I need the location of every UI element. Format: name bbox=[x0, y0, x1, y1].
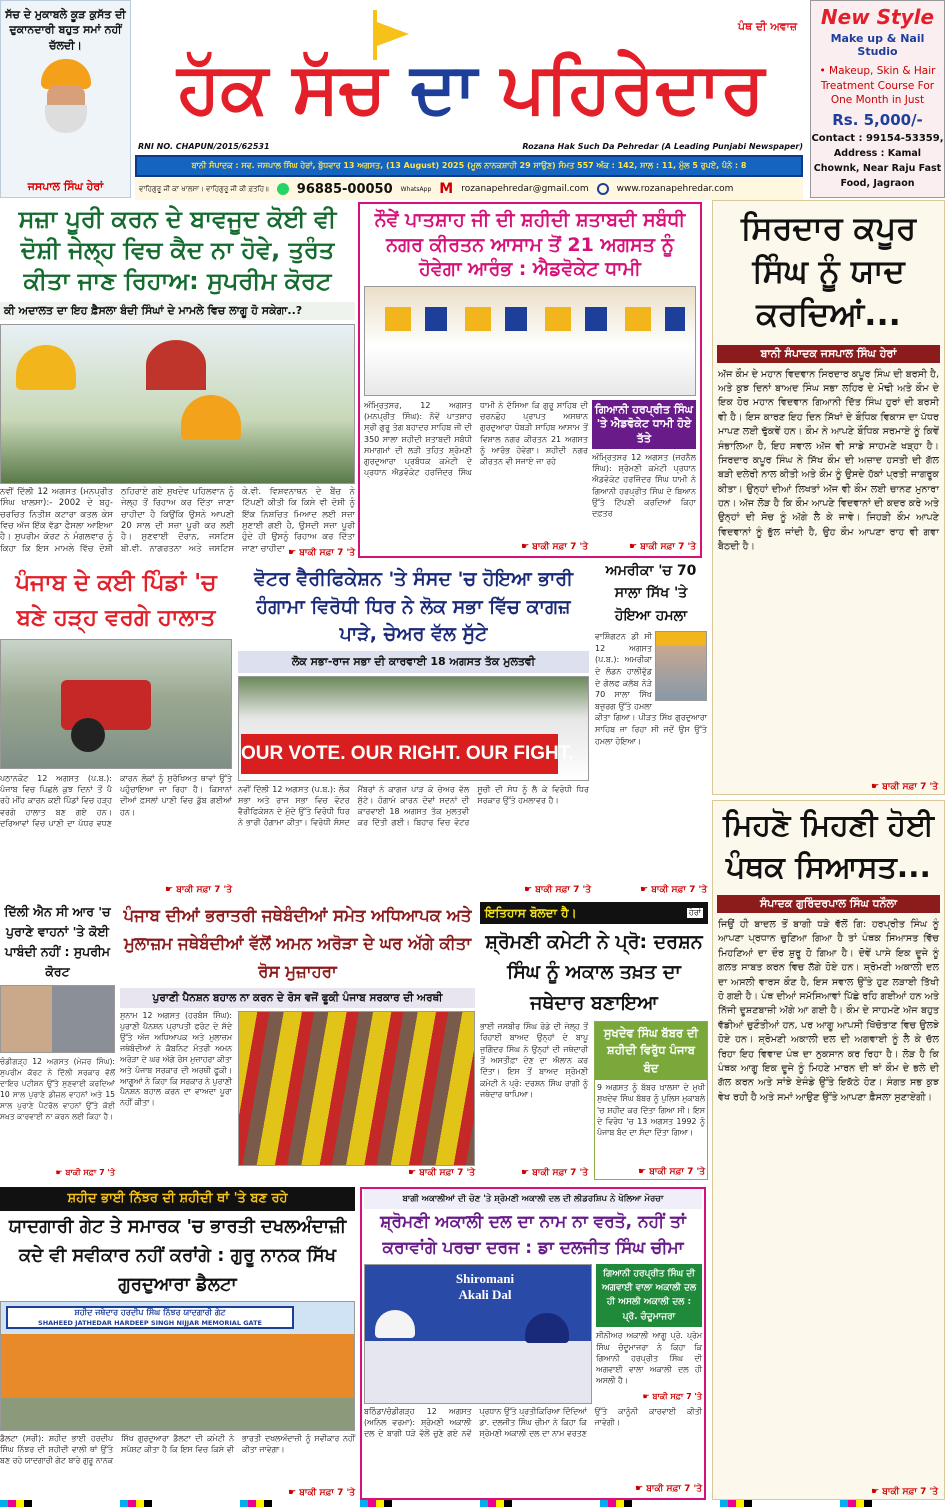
photo-sikh-leaders bbox=[0, 324, 355, 484]
contact-strip bbox=[135, 178, 803, 200]
continued-link[interactable]: ☛ ਬਾਕੀ ਸਫ਼ਾ 7 'ਤੇ bbox=[642, 1391, 702, 1401]
box-body: ਸੀਨੀਅਰ ਅਕਾਲੀ ਆਗੂ ਪ੍ਰੋ. ਪ੍ਰੇਮ ਸਿੰਘ ਚੰਦੂਮਾਜਰਾ ਨੇ ਕਿਹਾ ਕਿ ਗਿਆਨੀ ਹਰਪ੍ਰੀਤ ਸਿੰਘ ਦੀ ਅਗਵਾਈ ਵਾਲਾ ਅਕਾਲੀ ਦਲ ਹੀ ਅਸਲੀ ਹੈ। bbox=[596, 1331, 702, 1386]
dateline: ਬਾਨੀ ਸੰਪਾਦਕ : ਸਵ. ਜਸਪਾਲ ਸਿੰਘ ਹੇਰਾਂ, ਬੁੱਧਵਾਰ 13 ਅਗਸਤ, (13 August) 2025 (ਮੂਲ ਨਾਨਕਸ਼ਾਹੀ 29 ਸਾਉਣ) ਸੰਮਤ 557 ਅੰਕ : 142, ਸਾਲ : 11, ਮੁੱਲ 5 ਰੁਪਏ, ਪੰਨੇ : 8 bbox=[191, 161, 747, 170]
whatsapp-icon bbox=[277, 183, 289, 195]
website-link[interactable]: www.rozanapehredar.com bbox=[616, 184, 734, 194]
email-link[interactable]: rozanapehredar@gmail.com bbox=[461, 184, 589, 194]
story-itihas bbox=[480, 902, 708, 1180]
continued-link[interactable]: ☛ ਬਾਕੀ ਸਫ਼ਾ 7 'ਤੇ bbox=[521, 1168, 588, 1178]
sidebar-box-babbar bbox=[594, 1021, 708, 1180]
story-nijjar-gate bbox=[0, 1187, 355, 1500]
continued-link[interactable]: ☛ ਬਾਕੀ ਸਫ਼ਾ 7 'ਤੇ bbox=[288, 1488, 355, 1498]
article-body: ਪਠਾਨਕੋਟ 12 ਅਗਸਤ (ਪ.ਬ.): ਪੰਜਾਬ ਵਿਚ ਪਿਛਲੇ ਕੁਝ ਦਿਨਾਂ ਤੋਂ ਪੈ ਰਹੇ ਮੀਂਹ ਕਾਰਨ ਕਈ ਪਿੰਡਾਂ ਵਿਚ ਹੜ੍ਹ ਵਰਗੇ ਹਾਲਾਤ ਬਣ ਗਏ ਹਨ। ਦਰਿਆਵਾਂ ਵਿਚ ਪਾਣੀ ਦਾ ਪੱਧਰ ਵਧਣ ਕਾਰਨ ਲੋਕਾਂ ਨੂੰ ਸੁਰੱਖਿਅਤ ਥਾਵਾਂ ਉੱਤੇ ਪਹੁੰਚਾਇਆ ਜਾ ਰਿਹਾ ਹੈ। ਕਿਸਾਨਾਂ ਦੀਆਂ ਫ਼ਸਲਾਂ ਪਾਣੀ ਵਿਚ ਡੁੱਬ ਗਈਆਂ ਹਨ। bbox=[0, 774, 232, 828]
continued-link[interactable]: ☛ ਬਾਕੀ ਸਫ਼ਾ 7 'ਤੇ bbox=[871, 782, 938, 792]
article-body: ਬਠਿੰਡਾ/ਚੰਡੀਗੜ੍ਹ 12 ਅਗਸਤ (ਅਨਿਲ ਵਰਮਾ): ਸ਼੍ਰੋਮਣੀ ਅਕਾਲੀ ਦਲ ਦੇ ਬਾਗੀ ਧੜੇ ਵੱਲੋਂ ਚੁਣੇ ਗਏ ਨਵੇਂ ਪ੍ਰਧਾਨ ਉੱਤੇ ਪ੍ਰਤੀਕਿਰਿਆ ਦਿੰਦਿਆਂ ਡਾ. ਦਲਜੀਤ ਸਿੰਘ ਚੀਮਾ ਨੇ ਕਿਹਾ ਕਿ ਸ਼੍ਰੋਮਣੀ ਅਕਾਲੀ ਦਲ ਦਾ ਨਾਮ ਵਰਤਣ ਉੱਤੇ ਕਾਨੂੰਨੀ ਕਾਰਵਾਈ ਕੀਤੀ ਜਾਵੇਗੀ। bbox=[364, 1406, 702, 1438]
whatsapp-number[interactable]: 96885-00050 bbox=[296, 181, 393, 197]
continued-link[interactable]: ☛ ਬਾਕੀ ਸਫ਼ਾ 7 'ਤੇ bbox=[524, 885, 591, 895]
article-body: ਸੁਨਾਮ 12 ਅਗਸਤ (ਹਰਬੰਸ ਸਿੰਘ): ਪੁਰਾਣੀ ਪੈਨਸ਼ਨ ਪ੍ਰਾਪਤੀ ਫਰੰਟ ਦੇ ਸੱਦੇ ਉੱਤੇ ਅੱਜ ਅਧਿਆਪਕ ਅਤੇ ਮੁਲਾਜ਼ਮ ਜਥੇਬੰਦੀਆਂ ਨੇ ਕੈਬਨਿਟ ਮੰਤਰੀ ਅਮਨ ਅਰੋੜਾ ਦੇ ਘਰ ਅੱਗੇ ਰੋਸ ਮੁਜ਼ਾਹਰਾ ਕੀਤਾ ਅਤੇ ਪੰਜਾਬ ਸਰਕਾਰ ਦੀ ਅਰਥੀ ਫੂਕੀ। ਆਗੂਆਂ ਨੇ ਕਿਹਾ ਕਿ ਸਰਕਾਰ ਨੇ ਪੁਰਾਣੀ ਪੈਨਸ਼ਨ ਬਹਾਲ ਕਰਨ ਦਾ ਵਾਅਦਾ ਪੂਰਾ ਨਹੀਂ ਕੀਤਾ। bbox=[120, 1011, 232, 1108]
headline[interactable]: ਅਮਰੀਕਾ 'ਚ 70 ਸਾਲਾ ਸਿੱਖ 'ਤੇ ਹੋਇਆ ਹਮਲਾ bbox=[605, 563, 697, 624]
ad-line1: Make up & Nail Studio bbox=[830, 32, 925, 58]
photo-protest bbox=[238, 676, 589, 781]
gate-sign bbox=[6, 1306, 294, 1329]
founder-name: ਜਸਪਾਲ ਸਿੰਘ ਹੇਰਾਂ bbox=[27, 180, 104, 193]
article-body: ਡੈਲਟਾ (ਸਰੀ): ਸ਼ਹੀਦ ਭਾਈ ਹਰਦੀਪ ਸਿੰਘ ਨਿੱਝਰ ਦੀ ਸ਼ਹੀਦੀ ਵਾਲੀ ਥਾਂ ਉੱਤੇ ਬਣ ਰਹੇ ਯਾਦਗਾਰੀ ਗੇਟ ਬਾਰੇ ਗੁਰੂ ਨਾਨਕ ਸਿੱਖ ਗੁਰਦੁਆਰਾ ਡੈਲਟਾ ਦੀ ਕਮੇਟੀ ਨੇ ਸਪੱਸ਼ਟ ਕੀਤਾ ਹੈ ਕਿ ਇਸ ਵਿਚ ਕਿਸੇ ਵੀ ਭਾਰਤੀ ਦਖਲਅੰਦਾਜ਼ੀ ਨੂੰ ਸਵੀਕਾਰ ਨਹੀਂ ਕੀਤਾ ਜਾਵੇਗਾ। bbox=[0, 1434, 355, 1466]
story-voter-verification bbox=[236, 562, 591, 897]
protest-banner: OUR VOTE. OUR RIGHT. OUR FIGHT. bbox=[241, 734, 558, 774]
photo-flood-tractor bbox=[0, 639, 232, 769]
story-supreme-court bbox=[0, 200, 355, 560]
subhead: ਕੀ ਅਦਾਲਤ ਦਾ ਇਹ ਫ਼ੈਸਲਾ ਬੰਦੀ ਸਿੰਘਾਂ ਦੇ ਮਾਮਲੇ ਵਿਚ ਲਾਗੂ ਹੋ ਸਕੇਗਾ..? bbox=[0, 302, 355, 320]
editorial-kapur-singh bbox=[712, 200, 945, 795]
continued-link[interactable]: ☛ ਬਾਕੀ ਸਫ਼ਾ 7 'ਤੇ bbox=[288, 548, 355, 558]
headline[interactable]: ਨੌਵੇਂ ਪਾਤਸ਼ਾਹ ਜੀ ਦੀ ਸ਼ਹੀਦੀ ਸ਼ਤਾਬਦੀ ਸਬੰਧੀ ਨਗਰ ਕੀਰਤਨ ਆਸਾਮ ਤੋਂ 21 ਅਗਸਤ ਨੂੰ ਹੋਵੇਗਾ ਆਰੰਭ : ਐਡਵੋਕੇਟ ਧਾਮੀ bbox=[374, 209, 686, 281]
story-akali-dal-name bbox=[360, 1187, 706, 1500]
headline[interactable]: ਸ਼੍ਰੋਮਣੀ ਕਮੇਟੀ ਨੇ ਪ੍ਰੋ: ਦਰਸ਼ਨ ਸਿੰਘ ਨੂੰ ਅਕਾਲ ਤਖ਼ਤ ਦਾ ਜਥੇਦਾਰ ਬਣਾਇਆ bbox=[485, 931, 703, 1014]
gate-sign-punjabi: ਸ਼ਹੀਦ ਜਥੇਦਾਰ ਹਰਦੀਪ ਸਿੰਘ ਨਿੱਝਰ ਯਾਦਗਾਰੀ ਗੇਟ bbox=[74, 1308, 226, 1318]
box-body: 9 ਅਗਸਤ ਨੂੰ ਬੱਬਰ ਖ਼ਾਲਸਾ ਦੇ ਮੁਖੀ ਸੁਖਦੇਵ ਸਿੰਘ ਬੱਬਰ ਨੂੰ ਪੁਲਿਸ ਮੁਕਾਬਲੇ 'ਚ ਸ਼ਹੀਦ ਕਰ ਦਿੱਤਾ ਗਿਆ ਸੀ। ਇਸ ਦੇ ਵਿਰੋਧ 'ਚ 13 ਅਗਸਤ 1992 ਨੂੰ ਪੰਜਾਬ ਬੰਦ ਦਾ ਸੱਦਾ ਦਿੱਤਾ ਗਿਆ। bbox=[597, 1082, 705, 1138]
box-body: ਅੰਮ੍ਰਿਤਸਰ 12 ਅਗਸਤ (ਜਰਨੈਲ ਸਿੰਘ): ਸ਼੍ਰੋਮਣੀ ਕਮੇਟੀ ਪ੍ਰਧਾਨ ਐਡਵੋਕੇਟ ਹਰਜਿੰਦਰ ਸਿੰਘ ਧਾਮੀ ਨੇ ਗਿਆਨੀ ਹਰਪ੍ਰੀਤ ਸਿੰਘ ਦੇ ਬਿਆਨ ਉੱਤੇ ਟਿੱਪਣੀ ਕਰਦਿਆਂ ਕਿਹਾ ਦਫ਼ਤਰ bbox=[592, 452, 696, 518]
globe-icon bbox=[597, 183, 609, 195]
headline[interactable]: ਦਿੱਲੀ ਐਨ ਸੀ ਆਰ 'ਚ ਪੁਰਾਣੇ ਵਾਹਨਾਂ 'ਤੇ ਕੋਈ ਪਾਬੰਦੀ ਨਹੀਂ : ਸੁਪਰੀਮ ਕੋਰਟ bbox=[4, 904, 111, 979]
subhead: ਪੁਰਾਣੀ ਪੈਨਸ਼ਨ ਬਹਾਲ ਨਾ ਕਰਨ ਦੇ ਰੋਸ ਵਜੋਂ ਫੂਕੀ ਪੰਜਾਬ ਸਰਕਾਰ ਦੀ ਅਰਥੀ bbox=[120, 988, 475, 1008]
ad-contact: Contact : 99154-53359, bbox=[811, 133, 944, 145]
box-headline[interactable]: ਗਿਆਨੀ ਹਰਪ੍ਰੀਤ ਸਿੰਘ 'ਤੇ ਐਡਵੋਕੇਟ ਧਾਮੀ ਹੋਏ ਤੱਤੇ bbox=[592, 400, 696, 449]
story-nagar-kirtan bbox=[358, 202, 702, 558]
byline: ਸੰਪਾਦਕ ਗੁਰਿੰਦਰਪਾਲ ਸਿੰਘ ਧਨੌਲਾ bbox=[717, 895, 940, 913]
ad-price: Rs. 5,000/- bbox=[832, 111, 923, 130]
continued-link[interactable]: ☛ ਬਾਕੀ ਸਫ਼ਾ 7 'ਤੇ bbox=[165, 885, 232, 895]
editorial-panthak-siasat bbox=[712, 800, 945, 1500]
article-body bbox=[595, 631, 707, 883]
headline[interactable]: ਪੰਜਾਬ ਦੀਆਂ ਭਰਾਤਰੀ ਜਥੇਬੰਦੀਆਂ ਸਮੇਤ ਅਧਿਆਪਕ ਅਤੇ ਮੁਲਾਜ਼ਮ ਜਥੇਬੰਦੀਆਂ ਵੱਲੋਂ ਅਮਨ ਅਰੋੜਾ ਦੇ ਘਰ ਅੱਗੇ ਕੀਤਾ ਰੋਸ ਮੁਜ਼ਾਹਰਾ bbox=[123, 906, 472, 982]
ad-address: Address : Kamal Chownk, Near Raju Fast Food, Jagraon bbox=[813, 148, 942, 190]
masthead bbox=[135, 0, 807, 200]
topline: ਬਾਗੀ ਅਕਾਲੀਆਂ ਦੀ ਚੋਣ 'ਤੇ ਸ਼੍ਰੋਮਣੀ ਅਕਾਲੀ ਦਲ ਦੀ ਲੀਡਰਸ਼ਿਪ ਨੇ ਖੋਲਿਆ ਮੋਰਚਾ bbox=[364, 1189, 702, 1209]
story-delhi-vehicles bbox=[0, 902, 115, 1180]
sidebar-box-chandumajra bbox=[596, 1264, 702, 1404]
gate-sign-english: SHAHEED JATHEDAR HARDEEP SINGH NIJJAR MEMORIAL GATE bbox=[38, 1318, 262, 1327]
story-america-attack bbox=[595, 560, 707, 897]
founder-box bbox=[0, 0, 131, 198]
headline[interactable]: ਯਾਦਗਾਰੀ ਗੇਟ ਤੇ ਸਮਾਰਕ 'ਚ ਭਾਰਤੀ ਦਖਲਅੰਦਾਜ਼ੀ ਕਦੇ ਵੀ ਸਵੀਕਾਰ ਨਹੀਂ ਕਰਾਂਗੇ : ਗੁਰੂ ਨਾਨਕ ਸਿੱਖ ਗੁਰਦੁਆਰਾ ਡੈਲਟਾ bbox=[8, 1216, 347, 1295]
article-body: ਚੰਡੀਗੜ੍ਹ 12 ਅਗਸਤ (ਮੇਜਰ ਸਿੰਘ): ਸੁਪਰੀਮ ਕੋਰਟ ਨੇ ਦਿੱਲੀ ਸਰਕਾਰ ਵੱਲੋਂ ਦਾਇਰ ਪਟੀਸ਼ਨ ਉੱਤੇ ਸੁਣਵਾਈ ਕਰਦਿਆਂ 10 ਸਾਲ ਪੁਰਾਣੇ ਡੀਜ਼ਲ ਵਾਹਨਾਂ ਅਤੇ 15 ਸਾਲ ਪੁਰਾਣੇ ਪੈਟਰੋਲ ਵਾਹਨਾਂ ਉੱਤੇ ਕੋਈ ਸਖ਼ਤ ਕਾਰਵਾਈ ਨਾ ਕਰਨ ਲਈ ਕਿਹਾ ਹੈ। bbox=[0, 1057, 115, 1121]
color-registration-strip bbox=[0, 1500, 945, 1507]
section-label bbox=[480, 902, 708, 924]
ad-line2: • Makeup, Skin & Hair Treatment Course For One Month in Just bbox=[819, 65, 936, 107]
subhead: ਲੋਕ ਸਭਾ-ਰਾਜ ਸਭਾ ਦੀ ਕਾਰਵਾਈ 18 ਅਗਸਤ ਤੱਕ ਮੁਲਤਵੀ bbox=[238, 651, 589, 673]
continued-link[interactable]: ☛ ਬਾਕੀ ਸਫ਼ਾ 7 'ਤੇ bbox=[55, 1168, 115, 1177]
founder-photo bbox=[31, 59, 101, 177]
continued-link[interactable]: ☛ ਬਾਕੀ ਸਫ਼ਾ 7 'ਤੇ bbox=[871, 1487, 938, 1497]
photo-daljit-cheema bbox=[364, 1264, 592, 1404]
founder-quote: ਸੱਚ ਦੇ ਮੁਕਾਬਲੇ ਕੂੜ ਕੁਸੱਤ ਦੀ ਦੁਕਾਨਦਾਰੀ ਬਹੁਤ ਸਮਾਂ ਨਹੀਂ ਚੱਲਦੀ। bbox=[5, 8, 126, 52]
photo-pension-protest bbox=[238, 1011, 475, 1166]
tagline: ਪੰਥ ਦੀ ਅਵਾਜ਼ bbox=[738, 20, 797, 33]
continued-link[interactable]: ☛ ਬਾਕੀ ਸਫ਼ਾ 7 'ਤੇ bbox=[640, 885, 707, 895]
whatsapp-label: WhatsApp bbox=[400, 185, 432, 193]
section-title: ਇਤਿਹਾਸ ਬੋਲਦਾ ਹੈ। bbox=[485, 905, 577, 920]
photo-memorial-gate bbox=[0, 1301, 355, 1431]
section-author: ਹੇਰਾਂ bbox=[688, 908, 701, 917]
ad-brand: New Style bbox=[820, 5, 935, 29]
title-da: ਦਾ bbox=[410, 47, 477, 129]
mail-icon: M bbox=[439, 181, 454, 197]
continued-link[interactable]: ☛ ਬਾਕੀ ਸਫ਼ਾ 7 'ਤੇ bbox=[629, 542, 696, 552]
greeting: ਵਾਹਿਗੁਰੂ ਜੀ ਕਾ ਖਾਲਸਾ। ਵਾਹਿਗੁਰੂ ਜੀ ਕੀ ਫ਼ਤਹਿ॥ bbox=[139, 184, 269, 193]
sidebar-box-giani-harpreet bbox=[592, 400, 696, 554]
continued-link[interactable]: ☛ ਬਾਕੀ ਸਫ਼ਾ 7 'ਤੇ bbox=[521, 542, 588, 552]
box-headline[interactable]: ਗਿਆਨੀ ਹਰਪ੍ਰੀਤ ਸਿੰਘ ਦੀ ਅਗਵਾਈ ਵਾਲਾ ਅਕਾਲੀ ਦਲ ਹੀ ਅਸਲੀ ਅਕਾਲੀ ਦਲ : ਪ੍ਰੋ. ਚੰਦੂਮਾਜਰਾ bbox=[596, 1264, 702, 1328]
headline[interactable]: ਸਜ਼ਾ ਪੂਰੀ ਕਰਨ ਦੇ ਬਾਵਜੂਦ ਕੋਈ ਵੀ ਦੋਸ਼ੀ ਜੇਲ੍ਹ ਵਿਚ ਕੈਦ ਨਾ ਹੋਵੇ, ਤੁਰੰਤ ਕੀਤਾ ਜਾਣ ਰਿਹਾਅ: ਸੁਪਰੀਮ ਕੋਰਟ bbox=[18, 205, 337, 296]
continued-link[interactable]: ☛ ਬਾਕੀ ਸਫ਼ਾ 7 'ਤੇ bbox=[635, 1484, 702, 1494]
headline[interactable]: ਸ਼੍ਰੋਮਣੀ ਅਕਾਲੀ ਦਲ ਦਾ ਨਾਮ ਨਾ ਵਰਤੋ, ਨਹੀਂ ਤਾਂ ਕਰਾਵਾਂਗੇ ਪਰਚਾ ਦਰਜ : ਡਾ ਦਲਜੀਤ ਸਿੰਘ ਚੀਮਾ bbox=[380, 1212, 686, 1259]
photo-supreme-court-traffic bbox=[0, 985, 115, 1053]
headline[interactable]: ਵੋਟਰ ਵੈਰੀਫਿਕੇਸ਼ਨ 'ਤੇ ਸੰਸਦ 'ਚ ਹੋਇਆ ਭਾਰੀ ਹੰਗਾਮਾ ਵਿਰੋਧੀ ਧਿਰ ਨੇ ਲੋਕ ਸਭਾ ਵਿੱਚ ਕਾਗਜ਼ ਪਾੜੇ, ਚੇਅਰ ਵੱਲ ਸੁੱਟੇ bbox=[254, 568, 573, 646]
photo-backdrop-text: Shiromani Akali Dal bbox=[455, 1270, 515, 1302]
article-body: ਨਵੀਂ ਦਿੱਲੀ 12 ਅਗਸਤ (ਪ.ਬ.): ਲੋਕ ਸਭਾ ਅਤੇ ਰਾਜ ਸਭਾ ਵਿਚ ਵੋਟਰ ਵੈਰੀਫਿਕੇਸ਼ਨ ਦੇ ਮੁੱਦੇ ਉੱਤੇ ਵਿਰੋਧੀ ਧਿਰ ਨੇ ਭਾਰੀ ਹੰਗਾਮਾ ਕੀਤਾ। ਵਿਰੋਧੀ ਸੰਸਦ ਮੈਂਬਰਾਂ ਨੇ ਕਾਗਜ਼ ਪਾੜ ਕੇ ਚੇਅਰ ਵੱਲ ਸੁੱਟੇ। ਹੰਗਾਮੇ ਕਾਰਨ ਦੋਵਾਂ ਸਦਨਾਂ ਦੀ ਕਾਰਵਾਈ 18 ਅਗਸਤ ਤੱਕ ਮੁਲਤਵੀ ਕਰ ਦਿੱਤੀ ਗਈ। ਬਿਹਾਰ ਵਿਚ ਵੋਟਰ ਸੂਚੀ ਦੀ ਸੋਧ ਨੂੰ ਲੈ ਕੇ ਵਿਰੋਧੀ ਧਿਰ ਸਰਕਾਰ ਉੱਤੇ ਹਮਲਾਵਰ ਹੈ। bbox=[238, 784, 589, 828]
article-body: ਭਾਈ ਜਸਬੀਰ ਸਿੰਘ ਰੋਡੇ ਦੀ ਜੇਲ੍ਹ ਤੋਂ ਰਿਹਾਈ ਬਾਅਦ ਉਨ੍ਹਾਂ ਦੇ ਬਾਪੂ ਜੁਗਿੰਦਰ ਸਿੰਘ ਨੇ ਉਨ੍ਹਾਂ ਦੀ ਜਥੇਦਾਰੀ ਤੋਂ ਅਸਤੀਫ਼ਾ ਦੇਣ ਦਾ ਐਲਾਨ ਕਰ ਦਿੱਤਾ। ਇਸ ਤੋਂ ਬਾਅਦ ਸ਼੍ਰੋਮਣੀ ਕਮੇਟੀ ਨੇ ਪ੍ਰੋ: ਦਰਸ਼ਨ ਸਿੰਘ ਰਾਗੀ ਨੂੰ ਜਥੇਦਾਰ ਥਾਪਿਆ। bbox=[480, 1022, 588, 1099]
photo-press-conference bbox=[364, 286, 696, 396]
article-body: ਅੰਮ੍ਰਿਤਸਰ, 12 ਅਗਸਤ (ਮਨਪ੍ਰੀਤ ਸਿੰਘ): ਨੌਵੇਂ ਪਾਤਸ਼ਾਹ ਸ੍ਰੀ ਗੁਰੂ ਤੇਗ ਬਹਾਦਰ ਸਾਹਿਬ ਜੀ ਦੀ 350 ਸਾਲਾ ਸ਼ਹੀਦੀ ਸ਼ਤਾਬਦੀ ਸਬੰਧੀ ਸਮਾਗਮਾਂ ਦੀ ਲੜੀ ਤਹਿਤ ਸ਼੍ਰੋਮਣੀ ਗੁਰਦੁਆਰਾ ਪ੍ਰਬੰਧਕ ਕਮੇਟੀ ਦੇ ਪ੍ਰਧਾਨ ਐਡਵੋਕੇਟ ਹਰਜਿੰਦਰ ਸਿੰਘ ਧਾਮੀ ਨੇ ਦੱਸਿਆ ਕਿ ਗੁਰੂ ਸਾਹਿਬ ਦੀ ਚਰਨਛੋਹ ਪ੍ਰਾਪਤ ਅਸਥਾਨ ਗੁਰਦੁਆਰਾ ਧੋਬੜੀ ਸਾਹਿਬ ਆਸਾਮ ਤੋਂ ਵਿਸ਼ਾਲ ਨਗਰ ਕੀਰਤਨ 21 ਅਗਸਤ ਨੂੰ ਆਰੰਭ ਹੋਵੇਗਾ। ਸ਼ਹੀਦੀ ਨਗਰ ਕੀਰਤਨ ਵੀ ਸਜਾਏ ਜਾ ਰਹੇ bbox=[364, 401, 588, 478]
title-hak-sach: ਹੱਕ ਸੱਚ bbox=[177, 47, 387, 129]
headline[interactable]: ਮਿਹਣੋ ਮਿਹਣੀ ਹੋਈ ਪੰਥਕ ਸਿਆਸਤ... bbox=[723, 808, 934, 885]
title-pehredar: ਪਹਿਰੇਦਾਰ bbox=[500, 47, 765, 129]
box-headline[interactable]: ਸੁਖਦੇਵ ਸਿੰਘ ਬੱਬਰ ਦੀ ਸ਼ਹੀਦੀ ਵਿਰੁੱਧ ਪੰਜਾਬ ਬੰਦ bbox=[595, 1022, 707, 1080]
headline[interactable]: ਪੰਜਾਬ ਦੇ ਕਈ ਪਿੰਡਾਂ 'ਚ ਬਣੇ ਹੜ੍ਹ ਵਰਗੇ ਹਾਲਾਤ bbox=[15, 570, 217, 631]
rni-number: RNI NO. CHAPUN/2015/62531 bbox=[138, 142, 270, 151]
article-body: ਜਿਉਂ ਹੀ ਬਾਦਲ ਤੋਂ ਬਾਗੀ ਧੜੇ ਵੱਲੋਂ ਗਿ: ਹਰਪ੍ਰੀਤ ਸਿੰਘ ਨੂੰ ਆਪਣਾ ਪ੍ਰਧਾਨ ਚੁਣਿਆ ਗਿਆ ਹੈ ਤਾਂ ਪੰਥਕ ਸਿਆਸਤ ਵਿੱਚ ਮਿਹਣਿਆਂ ਦਾ ਦੌਰ ਸ਼ੁਰੂ ਹੋ ਗਿਆ ਹੈ। ਦੋਵੇਂ ਪਾਸੇ ਇਕ ਦੂਜੇ ਨੂੰ ਗਲਤ ਸਾਬਤ ਕਰਨ ਵਿਚ ਲੱਗੇ ਹੋਏ ਹਨ। ਸ਼੍ਰੋਮਣੀ ਅਕਾਲੀ ਦਲ ਦਾ ਅਸਲੀ ਵਾਰਸ ਕੌਣ ਹੈ, ਇਸ ਸਵਾਲ ਉੱਤੇ ਹੁਣ ਲੜਾਈ ਤਿੱਖੀ ਹੋ ਗਈ ਹੈ। ਪੰਥ ਦੀਆਂ ਸਮੱਸਿਆਵਾਂ ਪਿੱਛੇ ਰਹਿ ਗਈਆਂ ਹਨ ਅਤੇ ਨਿੱਜੀ ਦੂਸ਼ਣਬਾਜ਼ੀ ਅੱਗੇ ਆ ਗਈ ਹੈ। ਕੌਮ ਦੇ ਸਾਹਮਣੇ ਅੱਜ ਬਹੁਤ ਵੱਡੀਆਂ ਚੁਣੌਤੀਆਂ ਹਨ, ਪਰ ਆਗੂ ਆਪਸੀ ਖਿੱਚੋਤਾਣ ਵਿਚ ਉਲਝੇ ਹੋਏ ਹਨ। ਸ਼੍ਰੋਮਣੀ ਅਕਾਲੀ ਦਲ ਦੀ ਅਗਵਾਈ ਨੂੰ ਲੈ ਕੇ ਚੱਲ ਰਿਹਾ ਇਹ ਵਿਵਾਦ ਪੰਥ ਦਾ ਨੁਕਸਾਨ ਕਰ ਰਿਹਾ ਹੈ। ਲੋੜ ਹੈ ਕਿ ਪੰਥਕ ਆਗੂ ਇਕ ਦੂਜੇ ਨੂੰ ਮਿਹਣੇ ਮਾਰਨ ਦੀ ਥਾਂ ਕੌਮ ਦੇ ਭਲੇ ਦੀ ਗੱਲ ਕਰਨ ਅਤੇ ਸਾਂਝੇ ਏਜੰਡੇ ਉੱਤੇ ਇਕੱਠੇ ਹੋਣ। ਸੰਗਤ ਸਭ ਕੁਝ ਵੇਖ ਰਹੀ ਹੈ ਅਤੇ ਸਮਾਂ ਆਉਣ ਉੱਤੇ ਆਪਣਾ ਫ਼ੈਸਲਾ ਸੁਣਾਏਗੀ। bbox=[718, 919, 939, 1103]
label-bar: ਸ਼ਹੀਦ ਭਾਈ ਨਿੱਝਰ ਦੀ ਸ਼ਹੀਦੀ ਥਾਂ 'ਤੇ ਬਣ ਰਹੇ bbox=[0, 1187, 355, 1211]
continued-link[interactable]: ☛ ਬਾਕੀ ਸਫ਼ਾ 7 'ਤੇ bbox=[638, 1167, 705, 1177]
ad-new-style[interactable] bbox=[810, 0, 945, 198]
continued-link[interactable]: ☛ ਬਾਕੀ ਸਫ਼ਾ 7 'ਤੇ bbox=[408, 1168, 475, 1178]
article-body: ਅੱਜ ਕੌਮ ਦੇ ਮਹਾਨ ਵਿਦਵਾਨ ਸਿਰਦਾਰ ਕਪੂਰ ਸਿੰਘ ਦੀ ਬਰਸੀ ਹੈ, ਅਤੇ ਕੁਝ ਦਿਨਾਂ ਬਾਅਦ ਸਿੰਘ ਸਭਾ ਲਹਿਰ ਦੇ ਮੋਢੀ ਅਤੇ ਕੌਮ ਦੇ ਇਕ ਹੋਰ ਮਹਾਨ ਵਿਦਵਾਨ ਗਿਆਨੀ ਦਿੱਤ ਸਿੰਘ ਹੁਰਾਂ ਦੀ ਬਰਸੀ ਵੀ ਹੈ। ਇਸ ਕਾਰਣ ਇਹ ਦਿਨ ਸਿੱਖਾਂ ਦੇ ਬੌਧਿਕ ਵਿਕਾਸ ਦਾ ਪੱਧਰ ਮਾਪਣ ਲਈ ਢੁੱਕਵੇਂ ਹਨ। ਕੌਮ ਨੇ ਆਪਣੇ ਬੌਧਿਕ ਸਰਮਾਏ ਨੂੰ ਕਿਵੇਂ ਸੰਭਾਲਿਆ ਹੈ, ਇਹ ਸਵਾਲ ਅੱਜ ਵੀ ਸਾਡੇ ਸਾਹਮਣੇ ਖੜ੍ਹਾ ਹੈ। ਸਿਰਦਾਰ ਕਪੂਰ ਸਿੰਘ ਨੇ ਸਿੱਖ ਕੌਮ ਦੀ ਅਜ਼ਾਦ ਹਸਤੀ ਦੀ ਗੱਲ ਬੜੀ ਦਲੇਰੀ ਨਾਲ ਕੀਤੀ ਅਤੇ ਕੌਮ ਨੂੰ ਉਸਦੇ ਹੱਕਾਂ ਪ੍ਰਤੀ ਜਾਗਰੂਕ ਕੀਤਾ। ਉਨ੍ਹਾਂ ਦੀਆਂ ਲਿਖਤਾਂ ਅੱਜ ਵੀ ਕੌਮ ਲਈ ਚਾਨਣ ਮੁਨਾਰਾ ਹਨ। ਅੱਜ ਲੋੜ ਹੈ ਕਿ ਕੌਮ ਆਪਣੇ ਵਿਦਵਾਨਾਂ ਦੀ ਕਦਰ ਕਰੇ ਅਤੇ ਉਨ੍ਹਾਂ ਦੀ ਸੋਚ ਨੂੰ ਅੱਗੇ ਲੈ ਕੇ ਜਾਵੇ। ਜਿਹੜੀ ਕੌਮ ਆਪਣੇ ਵਿਦਵਾਨਾਂ ਨੂੰ ਭੁੱਲ ਜਾਂਦੀ ਹੈ, ਉਹ ਕੌਮ ਆਪਣਾ ਰਾਹ ਵੀ ਗਵਾ ਬੈਠਦੀ ਹੈ। bbox=[718, 368, 939, 553]
story-pension-protest bbox=[120, 902, 475, 1180]
english-name: Rozana Hak Such Da Pehredar (A Leading Punjabi Newspaper) bbox=[522, 142, 803, 151]
photo-injured-man bbox=[655, 631, 707, 701]
headline[interactable]: ਸਿਰਦਾਰ ਕਪੂਰ ਸਿੰਘ ਨੂੰ ਯਾਦ ਕਰਦਿਆਂ... bbox=[740, 209, 917, 334]
dateline-bar bbox=[135, 155, 803, 177]
byline: ਬਾਨੀ ਸੰਪਾਦਕ ਜਸਪਾਲ ਸਿੰਘ ਹੇਰਾਂ bbox=[717, 345, 940, 363]
story-flood bbox=[0, 562, 232, 897]
article-body: ਨਵੀਂ ਦਿੱਲੀ 12 ਅਗਸਤ (ਮਨਪ੍ਰੀਤ ਸਿੰਘ ਖਾਲਸਾ):- 2002 ਦੇ ਬਹੁ-ਚਰਚਿਤ ਨਿਤੀਸ਼ ਕਟਾਰਾ ਕਤਲ ਕੇਸ ਵਿਚ ਅੱਜ ਇੱਕ ਵੱਡਾ ਫੈਸਲਾ ਆਇਆ ਹੈ। ਸੁਪਰੀਮ ਕੋਰਟ ਨੇ ਮੰਗਲਵਾਰ ਨੂੰ ਕਿਹਾ ਕਿ ਇਸ ਮਾਮਲੇ ਵਿੱਚ ਦੋਸ਼ੀ ਠਹਿਰਾਏ ਗਏ ਸੁਖਦੇਵ ਪਹਿਲਵਾਨ ਨੂੰ ਜੇਲ੍ਹ ਤੋਂ ਰਿਹਾਅ ਕਰ ਦਿੱਤਾ ਜਾਣਾ ਚਾਹੀਦਾ ਹੈ ਕਿਉਂਕਿ ਉਸਨੇ ਆਪਣੀ 20 ਸਾਲ ਦੀ ਸਜ਼ਾ ਪੂਰੀ ਕਰ ਲਈ ਹੈ। ਸੁਣਵਾਈ ਦੌਰਾਨ, ਜਸਟਿਸ ਬੀ.ਵੀ. ਨਾਗਰਤਨਾ ਅਤੇ ਜਸਟਿਸ ਕੇ.ਵੀ. ਵਿਸ਼ਵਨਾਥਨ ਦੇ ਬੈਂਚ ਨੇ ਟਿੱਪਣੀ ਕੀਤੀ ਕਿ ਕਿਸੇ ਵੀ ਦੋਸ਼ੀ ਨੂੰ ਇੱਕ ਨਿਸ਼ਚਿਤ ਮਿਆਦ ਲਈ ਸਜ਼ਾ ਸੁਣਾਈ ਗਈ ਹੈ, ਉਸਦੀ ਸਜ਼ਾ ਪੂਰੀ ਹੁੰਦੇ ਹੀ ਉਸਨੂੰ ਰਿਹਾਅ ਕਰ ਦਿੱਤਾ ਜਾਣਾ ਚਾਹੀਦਾ bbox=[0, 486, 355, 554]
article-text: ਵਾਸ਼ਿੰਗਟਨ ਡੀ ਸੀ 12 ਅਗਸਤ (ਪ.ਬ.): ਅਮਰੀਕਾ ਦੇ ਲੰਡਨ ਹਾਲੀਵੁੱਡ ਦੇ ਗੋਲਫ ਕਲੱਬ ਨੇੜੇ 70 ਸਾਲਾ ਸਿੱਖ ਬਜ਼ੁਰਗ ਉੱਤੇ ਹਮਲਾ ਕੀਤਾ ਗਿਆ। ਪੀੜਤ ਸਿੱਖ ਗੁਰਦੁਆਰਾ ਸਾਹਿਬ ਜਾ ਰਿਹਾ ਸੀ ਜਦੋਂ ਉਸ ਉੱਤੇ ਹਮਲਾ ਹੋਇਆ। bbox=[595, 632, 707, 746]
